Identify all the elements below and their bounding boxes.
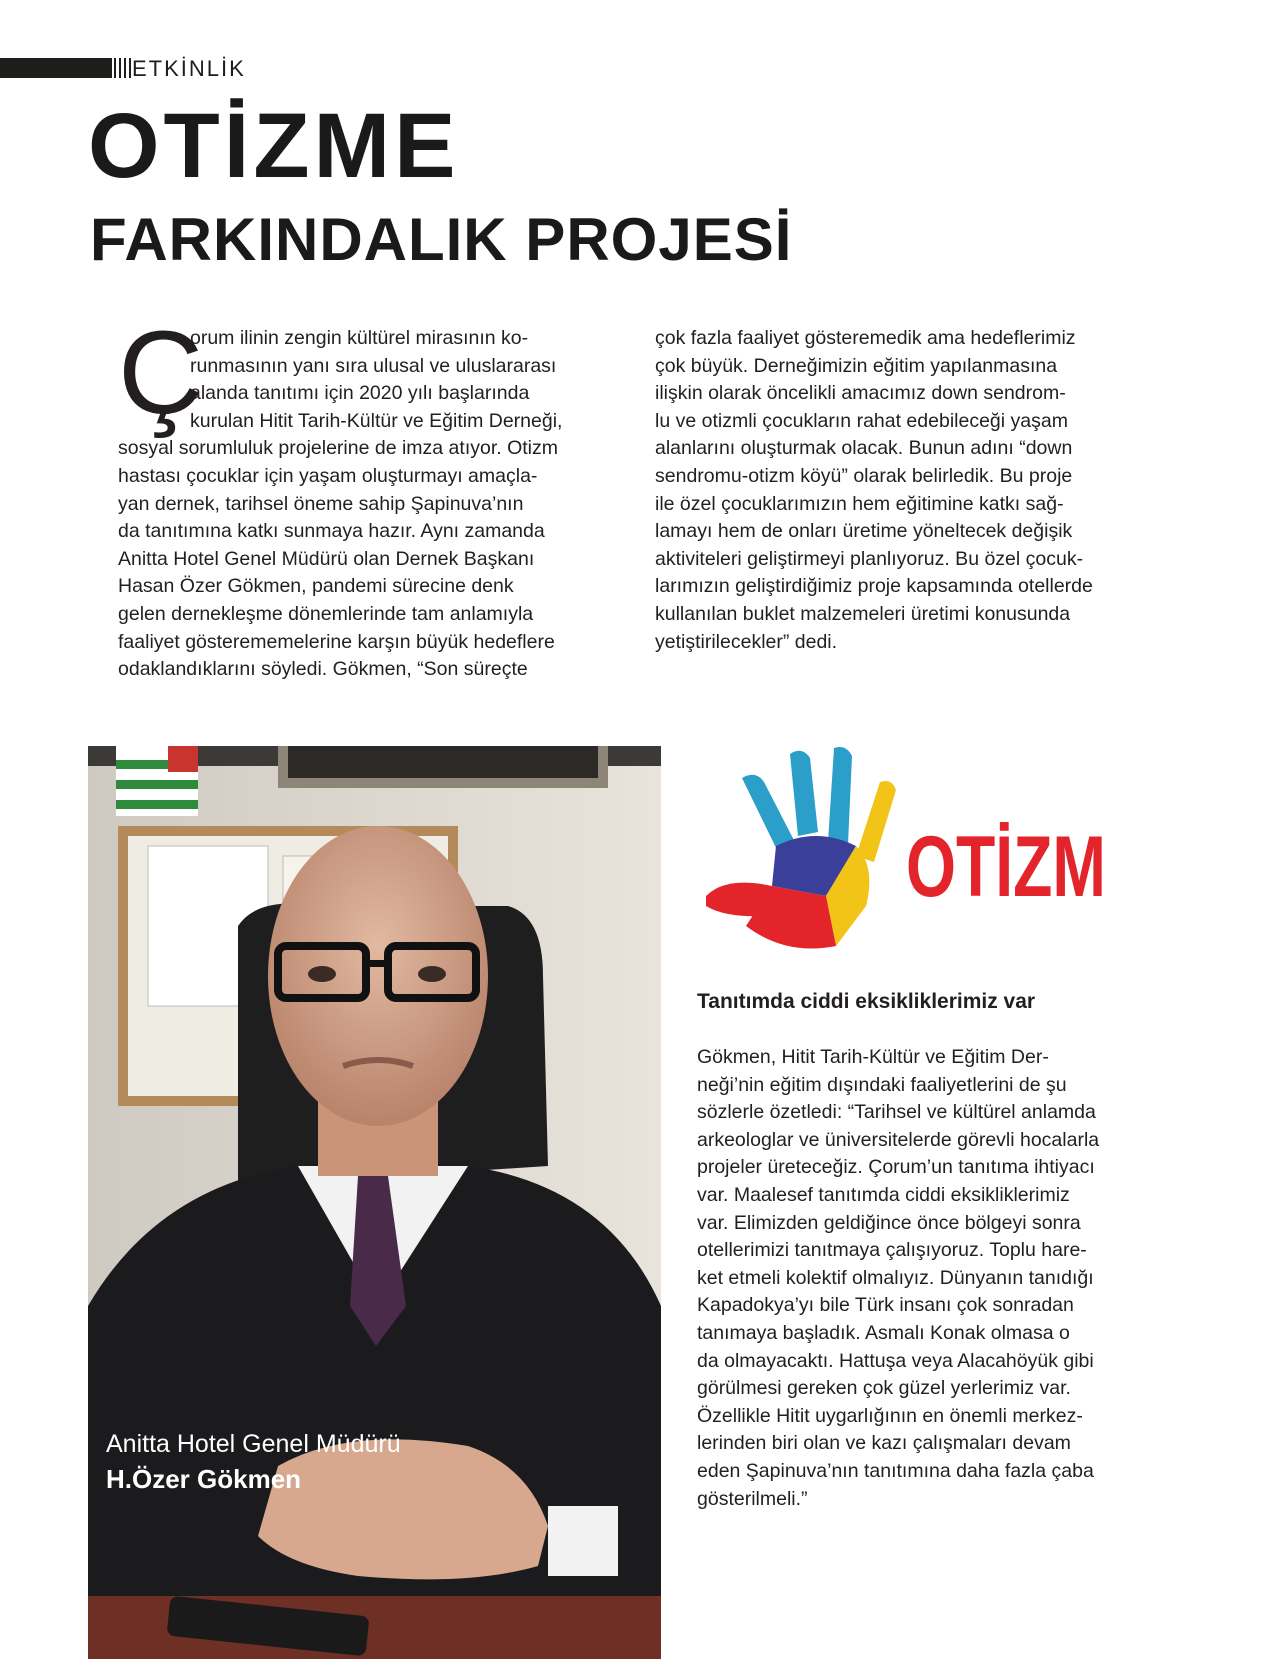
page-title: OTİZME — [88, 95, 460, 197]
column-1-line: Anitta Hotel Genel Müdürü olan Dernek Başkanı — [118, 547, 535, 570]
column-1-line: yan dernek, tarihsel öneme sahip Şapinuva’nın — [118, 492, 524, 515]
column-3-line: otellerimizi tanıtmaya çalışıyoruz. Toplu hare- — [697, 1239, 1087, 1262]
column-3-line: projeler üreteceğiz. Çorum’un tanıtıma ihtiyacı — [697, 1156, 1095, 1179]
column-2-line: larımızın geliştirdiğimiz proje kapsamında otellerde — [655, 575, 1093, 598]
column-3-line: arkeologlar ve üniversitelerde görevli hocalarla — [697, 1128, 1100, 1151]
column-2-line: ilişkin olarak öncelikli amacımız down sendrom- — [655, 382, 1066, 405]
column-1-line: orum ilinin zengin kültürel mirasının ko- — [190, 327, 529, 349]
column-3-line: sözlerle özetledi: “Tarihsel ve kültürel anlamda — [697, 1101, 1096, 1124]
column-2-line: yetiştirilecekler” dedi. — [655, 630, 838, 653]
photo-caption-role: Anitta Hotel Genel Müdürü — [106, 1430, 401, 1458]
column-3-line: lerinden biri olan ve kazı çalışmaları devam — [697, 1432, 1071, 1455]
column-2-line: çok fazla faaliyet gösteremedik ama hedeflerimiz — [655, 327, 1076, 349]
column-1-line: faaliyet gösterememelerine karşın büyük hedeflere — [118, 630, 555, 653]
column-3-line: Kapadokya’yı bile Türk insanı çok sonradan — [697, 1294, 1074, 1317]
drop-cap: Ç — [118, 307, 204, 439]
section-bar — [0, 58, 112, 78]
column-2-line: lu ve otizmli çocukların rahat edebileceği yaşam — [655, 409, 1068, 432]
page-subtitle: FARKINDALIK PROJESİ — [90, 206, 793, 273]
column-3-line: neği’nin eğitim dışındaki faaliyetlerini de şu — [697, 1073, 1067, 1096]
column-2-line: alanlarını oluşturmak olacak. Bunun adını “down — [655, 437, 1073, 460]
column-1-line: sosyal sorumluluk projelerine de imza atıyor. Otizm — [118, 437, 558, 460]
column-1-line: runmasının yanı sıra ulusal ve uluslararası — [190, 354, 557, 377]
section-label: ETKİNLİK — [132, 56, 246, 81]
portrait-illustration — [88, 746, 661, 1659]
section-bar-ticks — [114, 58, 132, 78]
portrait-photo — [88, 746, 661, 1659]
column-3-lines — [697, 1044, 1197, 1513]
article-column-2 — [655, 325, 1180, 656]
column-3-line: Gökmen, Hitit Tarih-Kültür ve Eğitim Der- — [697, 1046, 1049, 1068]
column-1-line: odaklandıklarını söyledi. Gökmen, “Son süreçte — [118, 658, 528, 681]
column-2-line: sendromu-otizm köyü” olarak belirledik. Bu proje — [655, 464, 1073, 487]
article-column-3 — [697, 1044, 1197, 1513]
column-3-line: Özellikle Hitit uygarlığının en önemli merkez- — [697, 1404, 1083, 1427]
photo-caption-name: H.Özer Gökmen — [106, 1464, 302, 1494]
column-2-line: çok büyük. Derneğimizin eğitim yapılanmasına — [655, 354, 1058, 377]
column-1-line: hastası çocuklar için yaşam oluşturmayı amaçla- — [118, 464, 538, 487]
section-subheading: Tanıtımda ciddi eksikliklerimiz var — [697, 990, 1036, 1013]
article-column-1 — [118, 307, 638, 684]
column-2-line: ile özel çocuklarımızın hem eğitimine katkı sağ- — [655, 492, 1064, 515]
column-1-line: kurulan Hitit Tarih-Kültür ve Eğitim Derneği, — [190, 409, 563, 432]
column-3-line: ket etmeli kolektif olmalıyız. Dünyanın tanıdığı — [697, 1266, 1094, 1289]
column-3-line: tanımaya başladık. Asmalı Konak olmasa o — [697, 1321, 1070, 1344]
column-3-line: var. Maalesef tanıtımda ciddi eksikliklerimiz — [697, 1183, 1070, 1206]
column-1-line: alanda tanıtımı için 2020 yılı başlarında — [190, 382, 530, 405]
column-2-lines — [655, 325, 1180, 656]
otizm-logo — [706, 746, 1126, 956]
column-3-line: görülmesi gereken çok güzel yerlerimiz var. — [697, 1377, 1071, 1400]
column-1-line: gelen dernekleşme dönemlerinde tam anlamıyla — [118, 602, 534, 625]
column-1-lines — [118, 307, 638, 684]
column-1-line: da tanıtımına katkı sunmaya hazır. Aynı zamanda — [118, 520, 545, 543]
logo-text: OTİZM — [906, 819, 1106, 915]
column-3-line: eden Şapinuva’nın tanıtımına daha fazla çaba — [697, 1459, 1094, 1482]
column-3-line: gösterilmeli.” — [697, 1487, 808, 1510]
column-3-line: var. Elimizden geldiğince önce bölgeyi sonra — [697, 1211, 1081, 1234]
hand-print-icon — [706, 746, 1126, 956]
column-2-line: aktiviteleri geliştirmeyi planlıyoruz. Bu özel çocuk- — [655, 547, 1084, 570]
column-2-line: lamayı hem de onları üretime yöneltecek değişik — [655, 520, 1073, 543]
column-2-line: kullanılan buklet malzemeleri üretimi konusunda — [655, 602, 1071, 625]
column-1-line: Hasan Özer Gökmen, pandemi sürecine denk — [118, 575, 514, 598]
column-3-line: da olmayacaktı. Hattuşa veya Alacahöyük gibi — [697, 1349, 1094, 1372]
